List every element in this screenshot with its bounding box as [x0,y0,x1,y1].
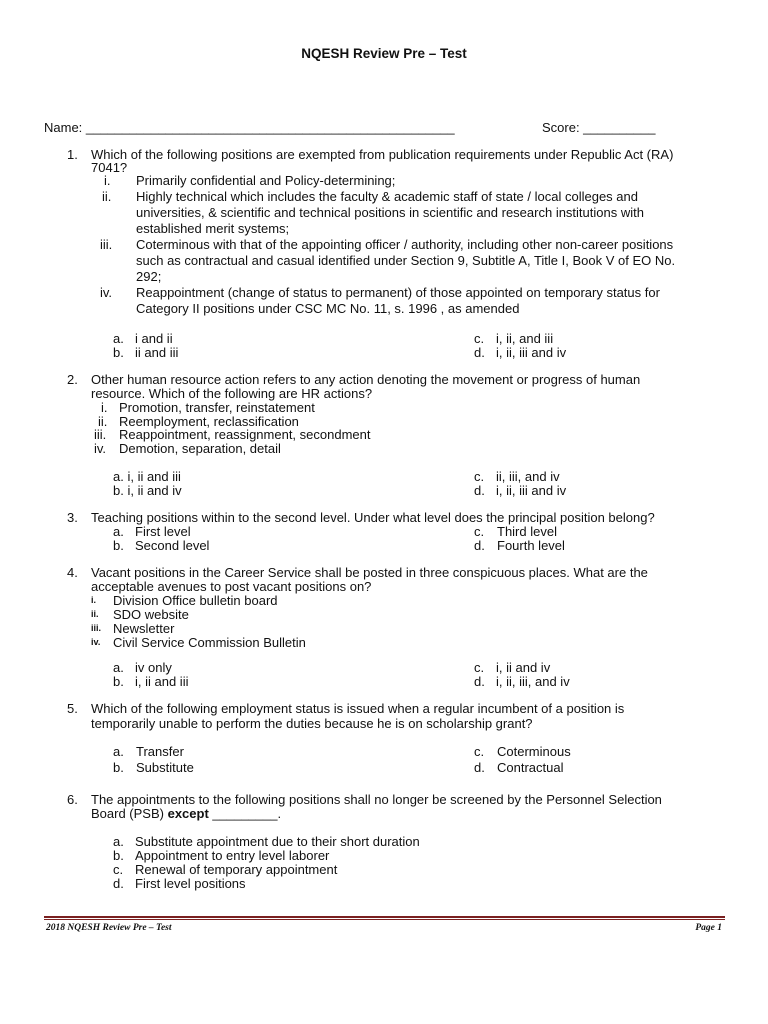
choice-b: b. i, ii and iv [113,483,182,498]
choice-a: iv only [135,660,172,675]
item-text: 292; [136,269,162,284]
question-stem: Other human resource action refers to any action denoting the movement or progress of human [91,372,641,387]
item-roman: ii. [91,609,99,619]
choice-letter: d. [474,538,485,553]
choice-letter: c. [113,862,124,877]
question-stem: Vacant positions in the Career Service shall be posted in three conspicuous places. What are the [91,565,648,580]
choice-letter: a. [113,331,124,346]
question-stem: Board (PSB) except _________. [91,806,282,821]
choice-letter: a. [113,744,124,759]
item-roman: iv. [94,441,107,456]
question-stem: Teaching positions within to the second level. Under what level does the principal position belong? [91,510,655,525]
choice-d: First level positions [135,876,246,891]
choice-a: i and ii [135,331,173,346]
item-text: Reappointment, reassignment, secondment [119,427,371,442]
choice-letter: b. [113,760,124,775]
choice-letter: a. [113,660,124,675]
question-stem: 7041? [91,160,128,175]
question-stem: Which of the following employment status is issued when a regular incumbent of a position is [91,701,625,716]
name-line: Name: ___________________________________________________ [44,120,455,135]
item-roman: ii. [102,189,112,204]
choice-b: Appointment to entry level laborer [135,848,330,863]
footer-rule [44,916,725,918]
question-stem: Which of the following positions are exempted from publication requirements under Republic Act (RA) [91,147,674,162]
item-text: universities, & scientific and technical positions in scientific and research institutions with [136,205,644,220]
question-stem: resource. Which of the following are HR actions? [91,386,373,401]
item-text: SDO website [113,607,189,622]
item-roman: i. [104,173,111,188]
choice-b: ii and iii [135,345,179,360]
item-text: established merit systems; [136,221,290,236]
item-text: Primarily confidential and Policy-determining; [136,173,396,188]
choice-a: a. i, ii and iii [113,469,181,484]
emphasis-except: except [167,806,209,821]
choice-d: i, ii, iii, and iv [496,674,570,689]
page-title: NQESH Review Pre – Test [301,46,467,61]
choice-letter: d. [474,674,485,689]
question-stem: The appointments to the following positions shall no longer be screened by the Personnel Selection [91,792,662,807]
choice-a: Transfer [136,744,184,759]
choice-d: Contractual [497,760,564,775]
item-text: Reemployment, reclassification [119,414,299,429]
choice-b: Second level [135,538,210,553]
choice-letter: d. [474,345,485,360]
footer-title: 2018 NQESH Review Pre – Test [46,923,172,933]
item-text: Coterminous with that of the appointing officer / authority, including other non-career positions [136,237,674,252]
item-text: Category II positions under CSC MC No. 11, s. 1996 , as amended [136,301,520,316]
choice-c: Third level [497,524,557,539]
page-number: Page 1 [695,923,722,933]
item-text: such as contractual and casual identified under Section 9, Subtitle A, Title I, Book V of EO No. [136,253,676,268]
item-roman: iv. [100,285,113,300]
question-number: 2. [67,372,78,387]
choice-b: i, ii and iii [135,674,189,689]
choice-letter: c. [474,660,485,675]
choice-c: Renewal of temporary appointment [135,862,338,877]
item-text: Newsletter [113,621,175,636]
choice-c: i, ii, and iii [496,331,554,346]
item-text: Division Office bulletin board [113,593,278,608]
question-number: 5. [67,701,78,716]
choice-letter: c. [474,524,485,539]
item-text: Highly technical which includes the faculty & academic staff of state / local colleges and [136,189,638,204]
choice-letter: b. [113,674,124,689]
question-number: 4. [67,565,78,580]
item-text: Reappointment (change of status to permanent) of those appointed on temporary status for [136,285,660,300]
choice-letter: d. [474,483,485,498]
item-text: Demotion, separation, detail [119,441,281,456]
footer-rule-thin [44,919,725,920]
item-roman: ii. [98,414,108,429]
item-roman: i. [91,595,97,605]
choice-a: First level [135,524,191,539]
question-number: 6. [67,792,78,807]
choice-letter: b. [113,345,124,360]
item-roman: iv. [91,637,101,647]
question-number: 1. [67,147,78,162]
choice-letter: c. [474,744,485,759]
item-roman: i. [101,400,108,415]
choice-letter: a. [113,524,124,539]
choice-letter: b. [113,848,124,863]
question-stem: acceptable avenues to post vacant positions on? [91,579,372,594]
choice-letter: b. [113,538,124,553]
choice-c: Coterminous [497,744,571,759]
question-number: 3. [67,510,78,525]
choice-d: Fourth level [497,538,565,553]
choice-a: Substitute appointment due to their short duration [135,834,420,849]
score-line: Score: __________ [542,120,656,135]
item-roman: iii. [91,623,102,633]
choice-letter: d. [113,876,124,891]
choice-letter: c. [474,331,485,346]
choice-d: i, ii, iii and iv [496,345,567,360]
choice-c: i, ii and iv [496,660,551,675]
choice-letter: c. [474,469,485,484]
choice-letter: a. [113,834,124,849]
item-text: Promotion, transfer, reinstatement [119,400,315,415]
choice-b: Substitute [136,760,194,775]
item-roman: iii. [100,237,113,252]
question-stem: temporarily unable to perform the duties because he is on scholarship grant? [91,716,533,731]
item-text: Civil Service Commission Bulletin [113,635,306,650]
item-roman: iii. [94,427,107,442]
choice-c: ii, iii, and iv [496,469,560,484]
choice-d: i, ii, iii and iv [496,483,567,498]
choice-letter: d. [474,760,485,775]
